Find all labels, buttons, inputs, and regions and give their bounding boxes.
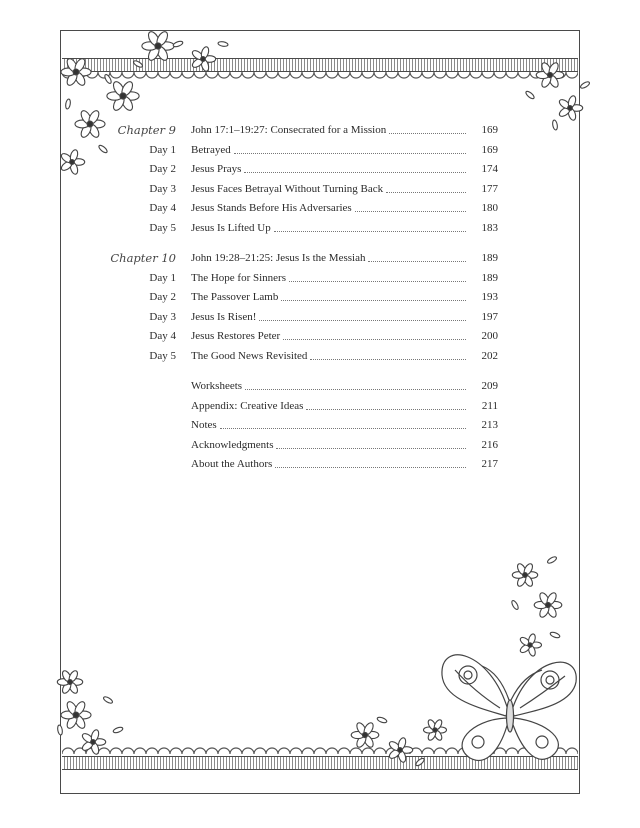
- dot-leader: [259, 319, 466, 321]
- dot-leader: [355, 210, 466, 212]
- chapter-label: Chapter 9: [117, 123, 176, 137]
- entry-title-line: [191, 289, 469, 305]
- dot-leader: [289, 280, 466, 282]
- entry-title: The Passover Lamb: [191, 291, 279, 303]
- day-label: Day 3: [149, 182, 176, 195]
- toc-day-row: [118, 289, 498, 305]
- toc-chapter-row: [118, 122, 498, 138]
- entry-title-line: [191, 417, 469, 433]
- entry-title: Acknowledgments: [191, 438, 274, 451]
- dot-leader: [306, 408, 466, 410]
- entry-title: Jesus Prays: [191, 163, 242, 175]
- bottom-left-flowers-icon: [48, 660, 158, 770]
- page-number: 197: [481, 310, 498, 323]
- toc-day-row: [118, 161, 498, 177]
- entry-title-line: [191, 142, 469, 158]
- entry-title: John 19:28–21:25: Jesus Is the Messiah: [191, 252, 366, 264]
- toc-back-matter-row: [118, 456, 498, 472]
- page-number: 169: [481, 143, 498, 156]
- entry-title-line: [191, 122, 469, 138]
- chapter-label: Chapter 10: [110, 251, 176, 265]
- dot-leader: [276, 447, 466, 449]
- entry-title: Betrayed: [191, 143, 231, 156]
- toc-day-row: [118, 181, 498, 197]
- day-label: Day 1: [149, 271, 176, 284]
- toc-day-row: [118, 270, 498, 286]
- day-label: Day 3: [149, 310, 176, 323]
- toc-day-row: [118, 328, 498, 344]
- day-label: Day 4: [149, 202, 176, 214]
- entry-title: The Hope for Sinners: [191, 271, 287, 284]
- entry-title: The Good News Revisited: [191, 349, 308, 362]
- toc-back-matter-row: [118, 417, 498, 433]
- page-number: 189: [481, 271, 498, 284]
- toc-back-matter-row: [118, 398, 498, 414]
- entry-title: About the Authors: [191, 458, 273, 470]
- day-label: Day 2: [149, 163, 176, 175]
- entry-title-line: [191, 250, 469, 266]
- entry-title: Jesus Stands Before His Adversaries: [191, 202, 352, 214]
- dot-leader: [245, 388, 466, 390]
- dot-leader: [368, 260, 466, 262]
- page-number: 213: [481, 419, 498, 431]
- toc-back-matter-row: [118, 437, 498, 453]
- toc-day-row: [118, 142, 498, 158]
- entry-title-line: [191, 309, 469, 325]
- dot-leader: [283, 338, 466, 340]
- entry-title-line: [191, 398, 469, 414]
- entry-title-line: [191, 161, 469, 177]
- dot-leader: [220, 427, 466, 429]
- page-number: 174: [481, 163, 498, 175]
- page-number: 217: [481, 458, 498, 470]
- dot-leader: [275, 466, 466, 468]
- page-number: 211: [481, 399, 498, 412]
- page-number: 200: [481, 330, 498, 342]
- page-number: 202: [481, 349, 498, 362]
- page-number: 193: [481, 291, 498, 303]
- entry-title-line: [191, 328, 469, 344]
- dot-leader: [234, 152, 466, 154]
- page-number: 169: [481, 124, 498, 136]
- entry-title-line: [191, 220, 469, 236]
- toc-day-row: [118, 220, 498, 236]
- toc-chapter-row: [110, 250, 498, 266]
- entry-title-line: [191, 181, 469, 197]
- entry-title-line: [191, 378, 469, 394]
- page-number: 180: [481, 202, 498, 214]
- entry-title-line: [191, 456, 469, 472]
- toc-day-row: [118, 200, 498, 216]
- entry-title: Jesus Restores Peter: [191, 330, 281, 342]
- entry-title-line: [191, 200, 469, 216]
- page-number: 177: [481, 182, 498, 195]
- entry-title-line: [191, 348, 469, 364]
- toc-back-matter-row: [118, 378, 498, 394]
- dot-leader: [389, 132, 466, 134]
- dot-leader: [310, 358, 466, 360]
- day-label: Day 1: [149, 143, 176, 156]
- day-label: Day 4: [149, 330, 176, 342]
- entry-title-line: [191, 270, 469, 286]
- dot-leader: [244, 171, 466, 173]
- day-label: Day 2: [149, 291, 176, 303]
- top-left-flowers-icon: [48, 24, 248, 204]
- entry-title: Jesus Is Lifted Up: [191, 221, 271, 234]
- dot-leader: [281, 299, 466, 301]
- entry-title: Notes: [191, 419, 217, 431]
- page-number: 216: [481, 438, 498, 451]
- dot-leader: [274, 230, 466, 232]
- entry-title: Worksheets: [191, 380, 243, 392]
- entry-title-line: [191, 437, 469, 453]
- entry-title: Jesus Faces Betrayal Without Turning Back: [191, 182, 384, 195]
- page-number: 189: [481, 252, 498, 264]
- day-label: Day 5: [149, 349, 176, 362]
- toc-day-row: [118, 348, 498, 364]
- page-number: 209: [481, 380, 498, 392]
- entry-title: Appendix: Creative Ideas: [191, 399, 304, 412]
- top-right-flowers-icon: [510, 50, 600, 140]
- butterfly-icon: [430, 630, 590, 770]
- entry-title: Jesus Is Risen!: [191, 310, 257, 323]
- dot-leader: [386, 191, 466, 193]
- entry-title: John 17:1–19:27: Consecrated for a Mission: [191, 124, 387, 136]
- page-number: 183: [481, 221, 498, 234]
- toc-day-row: [118, 309, 498, 325]
- day-label: Day 5: [149, 221, 176, 234]
